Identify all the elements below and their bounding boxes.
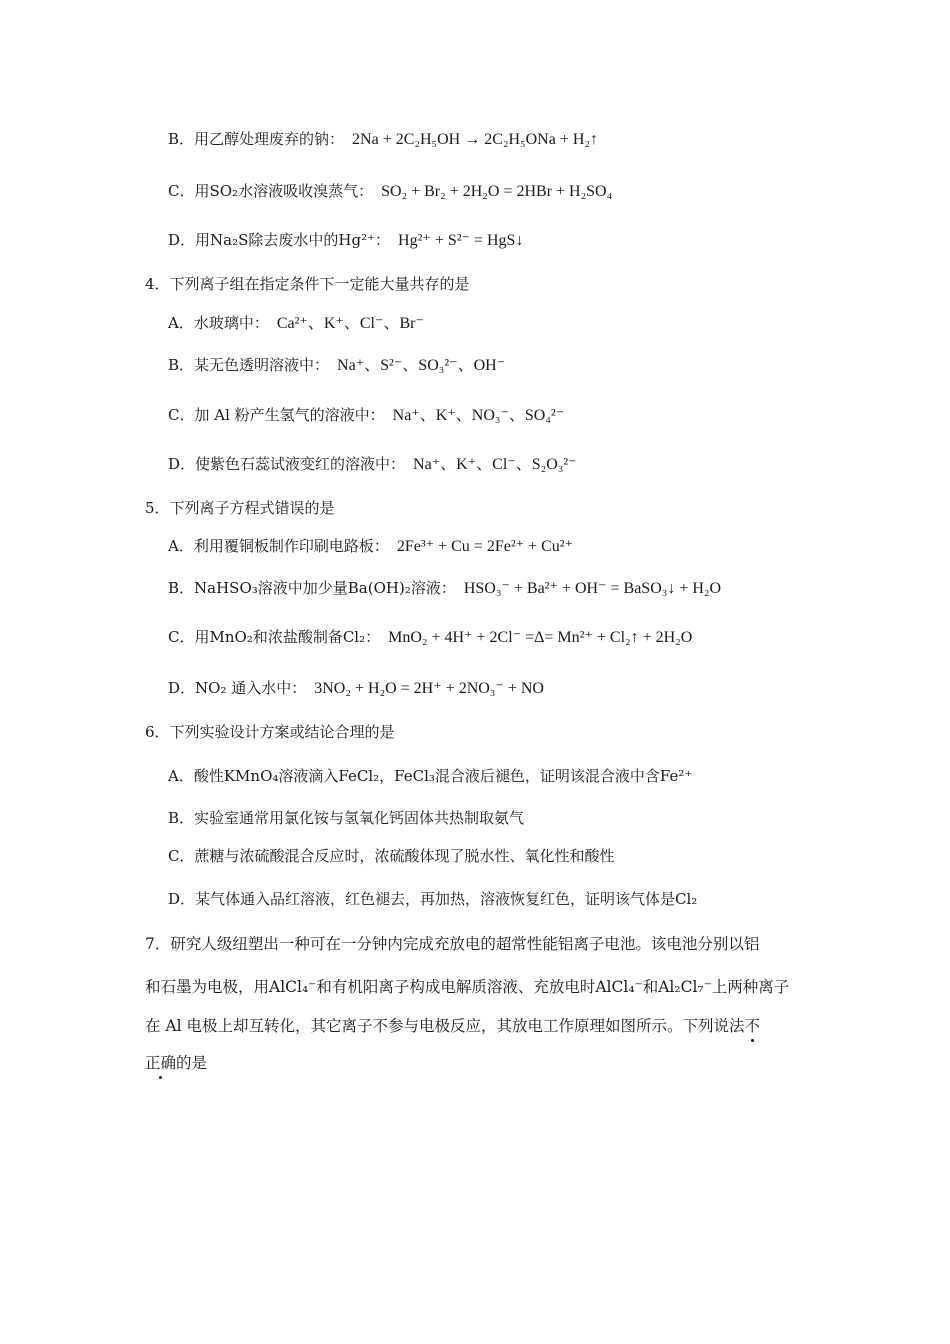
option-label: B．: [168, 356, 195, 374]
question-7-line-4: [145, 1052, 207, 1074]
question-number: 5．: [145, 499, 170, 517]
question-7-line-1: [145, 933, 759, 955]
option-text: 某气体通入品红溶液，红色褪去，再加热，溶液恢复红色，证明该气体是Cl₂: [195, 890, 698, 908]
option-label: C．: [168, 182, 195, 200]
option-text: 用乙醇处理废弃的钠：: [194, 130, 345, 148]
q4-option-a: [168, 312, 424, 335]
option-text: 用SO₂水溶液吸收溴蒸气：: [194, 182, 374, 200]
emphasis-dot-text: 正确: [145, 1054, 177, 1072]
q6-option-d: [168, 888, 697, 910]
question-7-line-3: [145, 1015, 760, 1037]
q4-option-d: [168, 453, 577, 476]
emphasis-dot-text: 不: [744, 1017, 761, 1035]
option-ions: Ca²⁺、K⁺、Cl⁻、Br⁻: [276, 315, 424, 332]
option-label: B．: [168, 809, 195, 827]
q6-option-a: [168, 765, 692, 787]
q5-option-a: [168, 535, 573, 558]
option-text: NO₂ 通入水中：: [195, 679, 307, 697]
option-text: 某无色透明溶液中：: [194, 356, 330, 374]
option-equation: MnO₂ + 4H⁺ + 2Cl⁻ =Δ= Mn²⁺ + Cl₂↑ + 2H₂O: [388, 629, 693, 646]
q3-option-b: [168, 128, 598, 151]
option-text: 用Na₂S除去废水中的Hg²⁺：: [195, 231, 391, 249]
option-equation: 2Na + 2C₂H₅OH → 2C₂H₅ONa + H₂↑: [352, 131, 598, 148]
question-4-stem: [145, 273, 470, 295]
option-label: A．: [168, 537, 194, 555]
q3-option-c: [168, 180, 612, 203]
option-label: A．: [168, 314, 194, 332]
option-ions: Na⁺、K⁺、Cl⁻、S₂O₃²⁻: [413, 456, 577, 473]
question-5-stem: [145, 497, 335, 519]
option-text: 使紫色石蕊试液变红的溶液中：: [195, 455, 406, 473]
option-text: 实验室通常用氯化铵与氢氧化钙固体共热制取氨气: [194, 809, 525, 827]
option-label: D．: [168, 455, 196, 473]
question-number: 6．: [145, 723, 170, 741]
option-label: D．: [168, 231, 196, 249]
question-text: 下列实验设计方案或结论合理的是: [169, 723, 395, 741]
option-label: D．: [168, 679, 196, 697]
option-text: 酸性KMnO₄溶液滴入FeCl₂，FeCl₃混合液后褪色，证明该混合液中含Fe²⁺: [193, 767, 693, 785]
option-text: 加 Al 粉产生氢气的溶液中：: [194, 406, 385, 424]
option-label: C．: [168, 847, 195, 865]
option-text: 用MnO₂和浓盐酸制备Cl₂：: [194, 628, 381, 646]
question-text: 在 Al 电极上却互转化，其它离子不参与电极反应，其放电工作原理如图所示。下列说法: [145, 1017, 745, 1035]
option-ions: Na⁺、K⁺、NO₃⁻、SO₄²⁻: [392, 407, 565, 424]
option-equation: Hg²⁺ + S²⁻ = HgS↓: [398, 232, 524, 249]
q4-option-b: [168, 354, 505, 377]
q6-option-c: [168, 845, 615, 867]
option-label: C．: [168, 406, 195, 424]
option-label: B．: [168, 130, 195, 148]
option-label: B．: [168, 579, 195, 597]
option-text: 利用覆铜板制作印刷电路板：: [193, 537, 389, 555]
option-label: D．: [168, 890, 196, 908]
option-label: C．: [168, 628, 195, 646]
question-number: 4．: [145, 275, 170, 293]
question-text: 的是: [176, 1054, 208, 1072]
option-equation: SO₂ + Br₂ + 2H₂O = 2HBr + H₂SO₄: [381, 183, 613, 200]
option-text: NaHSO₃溶液中加少量Ba(OH)₂溶液：: [194, 579, 456, 597]
question-number: 7．: [145, 935, 171, 953]
option-ions: Na⁺、S²⁻、SO₃²⁻、OH⁻: [337, 357, 506, 374]
option-equation: HSO₃⁻ + Ba²⁺ + OH⁻ = BaSO₃↓ + H₂O: [463, 580, 722, 597]
option-text: 水玻璃中：: [193, 314, 269, 332]
q3-option-d: [168, 229, 523, 252]
option-equation: 3NO₂ + H₂O = 2H⁺ + 2NO₃⁻ + NO: [314, 680, 544, 697]
question-text: 下列离子组在指定条件下一定能大量共存的是: [169, 275, 470, 293]
question-text: 研究人级纽塑出一种可在一分钟内完成充放电的超常性能铝离子电池。该电池分别以铝: [170, 935, 760, 953]
question-7-line-2: [145, 976, 789, 998]
q5-option-d: [168, 677, 544, 700]
q5-option-b: [168, 577, 721, 600]
q4-option-c: [168, 404, 564, 427]
q6-option-b: [168, 807, 524, 829]
option-text: 蔗糖与浓硫酸混合反应时，浓硫酸体现了脱水性、氧化性和酸性: [194, 847, 615, 865]
question-text: 和石墨为电极，用AlCl₄⁻和有机阳离子构成电解质溶液、充放电时AlCl₄⁻和Al₂Cl₇⁻上两种离子: [145, 978, 790, 996]
q5-option-c: [168, 626, 692, 649]
option-equation: 2Fe³⁺ + Cu = 2Fe²⁺ + Cu²⁺: [396, 538, 573, 555]
option-label: A．: [168, 767, 194, 785]
question-6-stem: [145, 721, 395, 743]
question-text: 下列离子方程式错误的是: [169, 499, 335, 517]
